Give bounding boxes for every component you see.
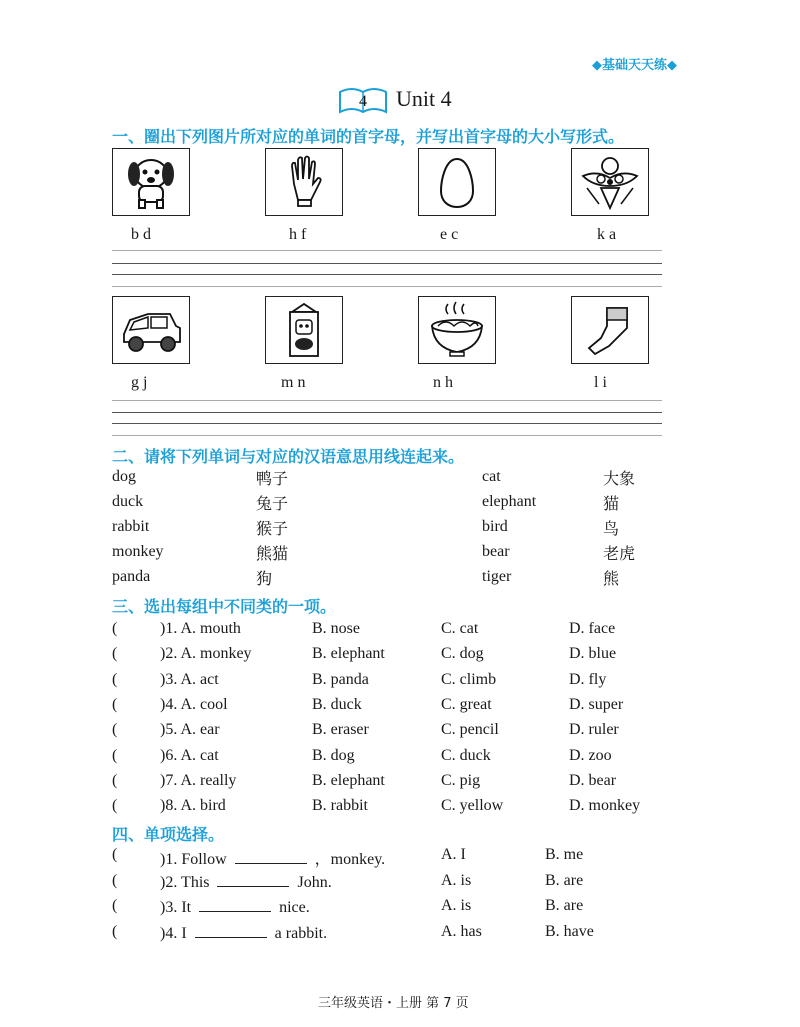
- writing-line: [112, 435, 662, 436]
- option-a: )8. A. bird: [160, 797, 226, 815]
- answer-paren[interactable]: (: [112, 871, 118, 889]
- picture-kite: [571, 148, 649, 216]
- option-a: A. I: [441, 846, 466, 863]
- option-d: D. face: [569, 620, 616, 637]
- match-word-left: rabbit: [112, 518, 150, 535]
- letters-dog: b d: [131, 226, 151, 243]
- writing-line: [112, 274, 662, 275]
- answer-paren[interactable]: (: [112, 922, 118, 940]
- question-suffix: ，monkey.: [314, 851, 386, 868]
- option-b: B. are: [545, 897, 584, 914]
- option-d: D. zoo: [569, 746, 612, 764]
- section4-title: 四、单项选择。: [112, 825, 225, 844]
- match-chinese-right: 猫: [603, 494, 620, 513]
- question-sentence: [160, 846, 385, 869]
- option-b: B. nose: [312, 620, 360, 637]
- option-a: )4. A. cool: [160, 695, 228, 713]
- picture-noodles: [418, 296, 496, 364]
- question-prefix: )3. It: [160, 899, 192, 916]
- option-c: C. great: [441, 695, 492, 713]
- option-b: B. elephant: [312, 645, 385, 663]
- option-a: )7. A. really: [160, 771, 237, 789]
- option-a: A. is: [441, 871, 472, 889]
- section1-title: 一、圈出下列图片所对应的单词的首字母，并写出首字母的大小写形式。: [112, 127, 625, 146]
- match-word-right: tiger: [482, 568, 512, 585]
- match-chinese-right: 鸟: [603, 519, 620, 538]
- question-sentence: [160, 872, 332, 892]
- match-chinese-right: 老虎: [603, 544, 636, 563]
- option-c: C. pig: [441, 771, 481, 789]
- option-a: )1. A. mouth: [160, 620, 241, 637]
- noodles-icon: [426, 300, 488, 360]
- option-a: )2. A. monkey: [160, 645, 252, 663]
- dog-icon: [119, 152, 183, 212]
- answer-paren[interactable]: (: [112, 695, 118, 713]
- option-c: C. yellow: [441, 797, 504, 815]
- writing-line: [112, 263, 662, 264]
- answer-paren[interactable]: (: [112, 846, 118, 863]
- unit-title: Unit 4: [396, 86, 452, 111]
- answer-paren[interactable]: (: [112, 746, 118, 764]
- option-b: B. panda: [312, 670, 369, 688]
- option-b: B. have: [545, 922, 594, 940]
- kite-icon: [579, 152, 641, 212]
- match-word-right: bird: [482, 518, 508, 535]
- option-d: D. monkey: [569, 797, 641, 815]
- option-b: B. duck: [312, 695, 362, 713]
- question-prefix: )4. I: [160, 924, 187, 942]
- option-b: B. rabbit: [312, 797, 368, 815]
- picture-egg: [418, 148, 496, 216]
- option-d: D. ruler: [569, 721, 619, 739]
- option-b: B. eraser: [312, 721, 369, 739]
- match-chinese-right: 熊: [603, 569, 620, 588]
- letters-kite: k a: [597, 226, 617, 243]
- writing-line: [112, 412, 662, 413]
- match-word-right: cat: [482, 468, 501, 485]
- answer-paren[interactable]: (: [112, 797, 118, 815]
- option-b: B. elephant: [312, 771, 385, 789]
- match-chinese-left: 兔子: [256, 494, 289, 513]
- answer-paren[interactable]: (: [112, 670, 118, 688]
- answer-paren[interactable]: (: [112, 771, 118, 789]
- question-suffix: John.: [297, 873, 332, 891]
- option-c: C. dog: [441, 645, 484, 663]
- match-word-left: dog: [112, 468, 136, 485]
- section2-title: 二、请将下列单词与对应的汉语意思用线连起来。: [112, 447, 465, 466]
- picture-hand: [265, 148, 343, 216]
- milk-icon: [282, 300, 326, 360]
- fill-blank[interactable]: [195, 923, 267, 938]
- match-word-left: monkey: [112, 543, 164, 560]
- match-chinese-left: 猴子: [256, 519, 289, 538]
- match-chinese-left: 鸭子: [256, 469, 289, 488]
- option-a: )5. A. ear: [160, 721, 220, 739]
- picture-leg: [571, 296, 649, 364]
- option-a: A. is: [441, 897, 472, 914]
- question-suffix: a rabbit.: [274, 924, 328, 942]
- answer-paren[interactable]: (: [112, 897, 118, 914]
- jeep-icon: [118, 304, 184, 356]
- question-prefix: )1. Follow: [160, 851, 227, 868]
- option-c: C. climb: [441, 670, 497, 688]
- option-d: D. super: [569, 695, 624, 713]
- question-sentence: [160, 897, 310, 917]
- open-book-icon: [338, 84, 388, 116]
- writing-line: [112, 286, 662, 287]
- header-tag: ◆基础天天练◆: [592, 58, 677, 73]
- option-b: B. me: [545, 846, 584, 863]
- leg-icon: [585, 302, 635, 358]
- option-a: )6. A. cat: [160, 746, 219, 764]
- option-c: C. pencil: [441, 721, 499, 739]
- picture-dog: [112, 148, 190, 216]
- fill-blank[interactable]: [235, 849, 307, 864]
- egg-icon: [437, 155, 477, 209]
- match-word-right: bear: [482, 543, 510, 560]
- match-word-right: elephant: [482, 493, 537, 510]
- picture-jeep: [112, 296, 190, 364]
- hand-icon: [284, 154, 324, 210]
- unit-number: 4: [359, 93, 367, 110]
- writing-line: [112, 423, 662, 424]
- match-word-left: panda: [112, 568, 151, 585]
- match-chinese-left: 狗: [256, 569, 273, 588]
- writing-line: [112, 250, 662, 251]
- option-b: B. are: [545, 871, 584, 889]
- fill-blank[interactable]: [217, 872, 289, 887]
- fill-blank[interactable]: [199, 897, 271, 912]
- question-suffix: nice.: [279, 899, 310, 916]
- letters-hand: h f: [289, 226, 307, 243]
- question-sentence: [160, 923, 327, 943]
- section3-title: 三、选出每组中不同类的一项。: [112, 597, 337, 616]
- option-d: D. blue: [569, 645, 617, 663]
- match-word-left: duck: [112, 493, 144, 510]
- letters-jeep: g j: [131, 374, 148, 391]
- option-c: C. duck: [441, 746, 491, 764]
- option-c: C. cat: [441, 620, 479, 637]
- option-a: A. has: [441, 922, 482, 940]
- answer-paren[interactable]: (: [112, 620, 118, 637]
- answer-paren[interactable]: (: [112, 645, 118, 663]
- page-footer: 三年级英语・上册 第 7 页: [318, 996, 469, 1011]
- question-prefix: )2. This: [160, 873, 210, 891]
- letters-leg: l i: [594, 374, 607, 391]
- option-d: D. bear: [569, 771, 617, 789]
- letters-egg: e c: [440, 226, 459, 243]
- option-a: )3. A. act: [160, 670, 219, 688]
- option-b: B. dog: [312, 746, 355, 764]
- writing-line: [112, 400, 662, 401]
- picture-milk: [265, 296, 343, 364]
- option-d: D. fly: [569, 670, 607, 688]
- match-chinese-right: 大象: [603, 469, 636, 488]
- letters-noodles: n h: [433, 374, 453, 391]
- letters-milk: m n: [281, 374, 306, 391]
- match-chinese-left: 熊猫: [256, 544, 289, 563]
- answer-paren[interactable]: (: [112, 721, 118, 739]
